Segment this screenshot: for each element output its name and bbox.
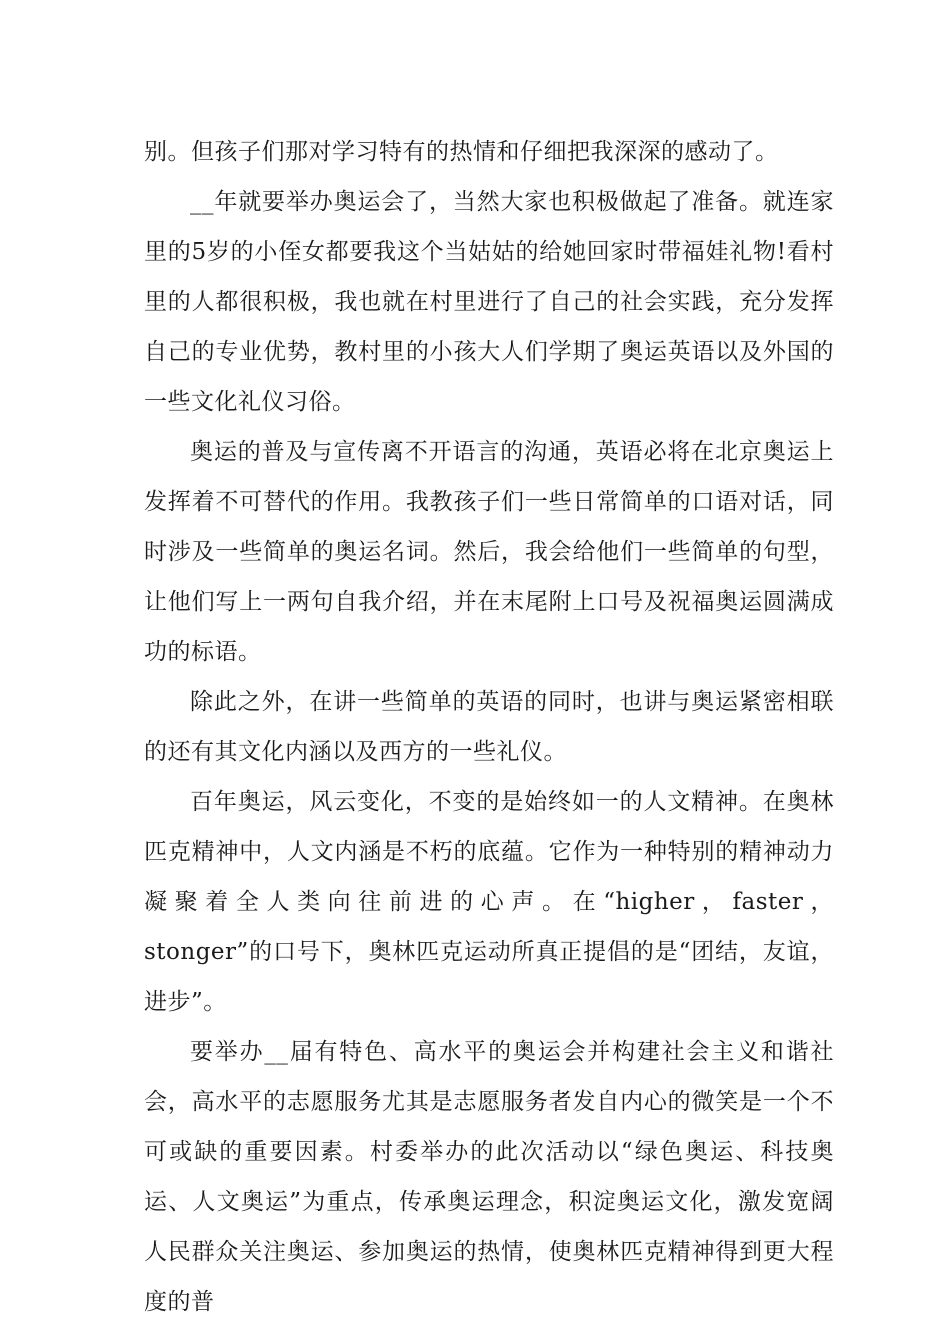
paragraph-3: 奥运的普及与宣传离不开语言的沟通，英语必将在北京奥运上发挥着不可替代的作用。我教孩子们一些日常简单的口语对话，同时涉及一些简单的奥运名词。然后，我会给他们一些简单的句型，让他们写上一两句自我介绍，并在末尾附上口号及祝福奥运圆满成功的标语。 (144, 439, 834, 665)
paragraph-5: 百年奥运，风云变化，不变的是始终如一的人文精神。在奥林匹克精神中，人文内涵是不朽的底蕴。它作为一种特别的精神动力凝聚着全人类向往前进的心声。在“higher，faster，stonger”的口号下，奥林匹克运动所真正提倡的是“团结，友谊，进步”。 (144, 789, 834, 1015)
paragraph-6: 要举办__届有特色、高水平的奥运会并构建社会主义和谐社会，高水平的志愿服务尤其是志愿服务者发自内心的微笑是一个不可或缺的重要因素。村委举办的此次活动以“绿色奥运、科技奥运、人文奥运”为重点，传承奥运理念，积淀奥运文化，激发宽阔人民群众关注奥运、参加奥运的热情，使奥林匹克精神得到更大程度的普 (144, 1039, 834, 1315)
paragraph-1: 别。但孩子们那对学习特有的热情和仔细把我深深的感动了。 (144, 139, 779, 165)
paragraph-4: 除此之外，在讲一些简单的英语的同时，也讲与奥运紧密相联的还有其文化内涵以及西方的一些礼仪。 (144, 689, 834, 765)
body-text (144, 127, 834, 1327)
paragraph-2: __年就要举办奥运会了，当然大家也积极做起了准备。就连家里的5岁的小侄女都要我这个当姑姑的给她回家时带福娃礼物!看村里的人都很积极，我也就在村里进行了自己的社会实践，充分发挥自己的专业优势，教村里的小孩大人们学期了奥运英语以及外国的一些文化礼仪习俗。 (144, 189, 834, 415)
